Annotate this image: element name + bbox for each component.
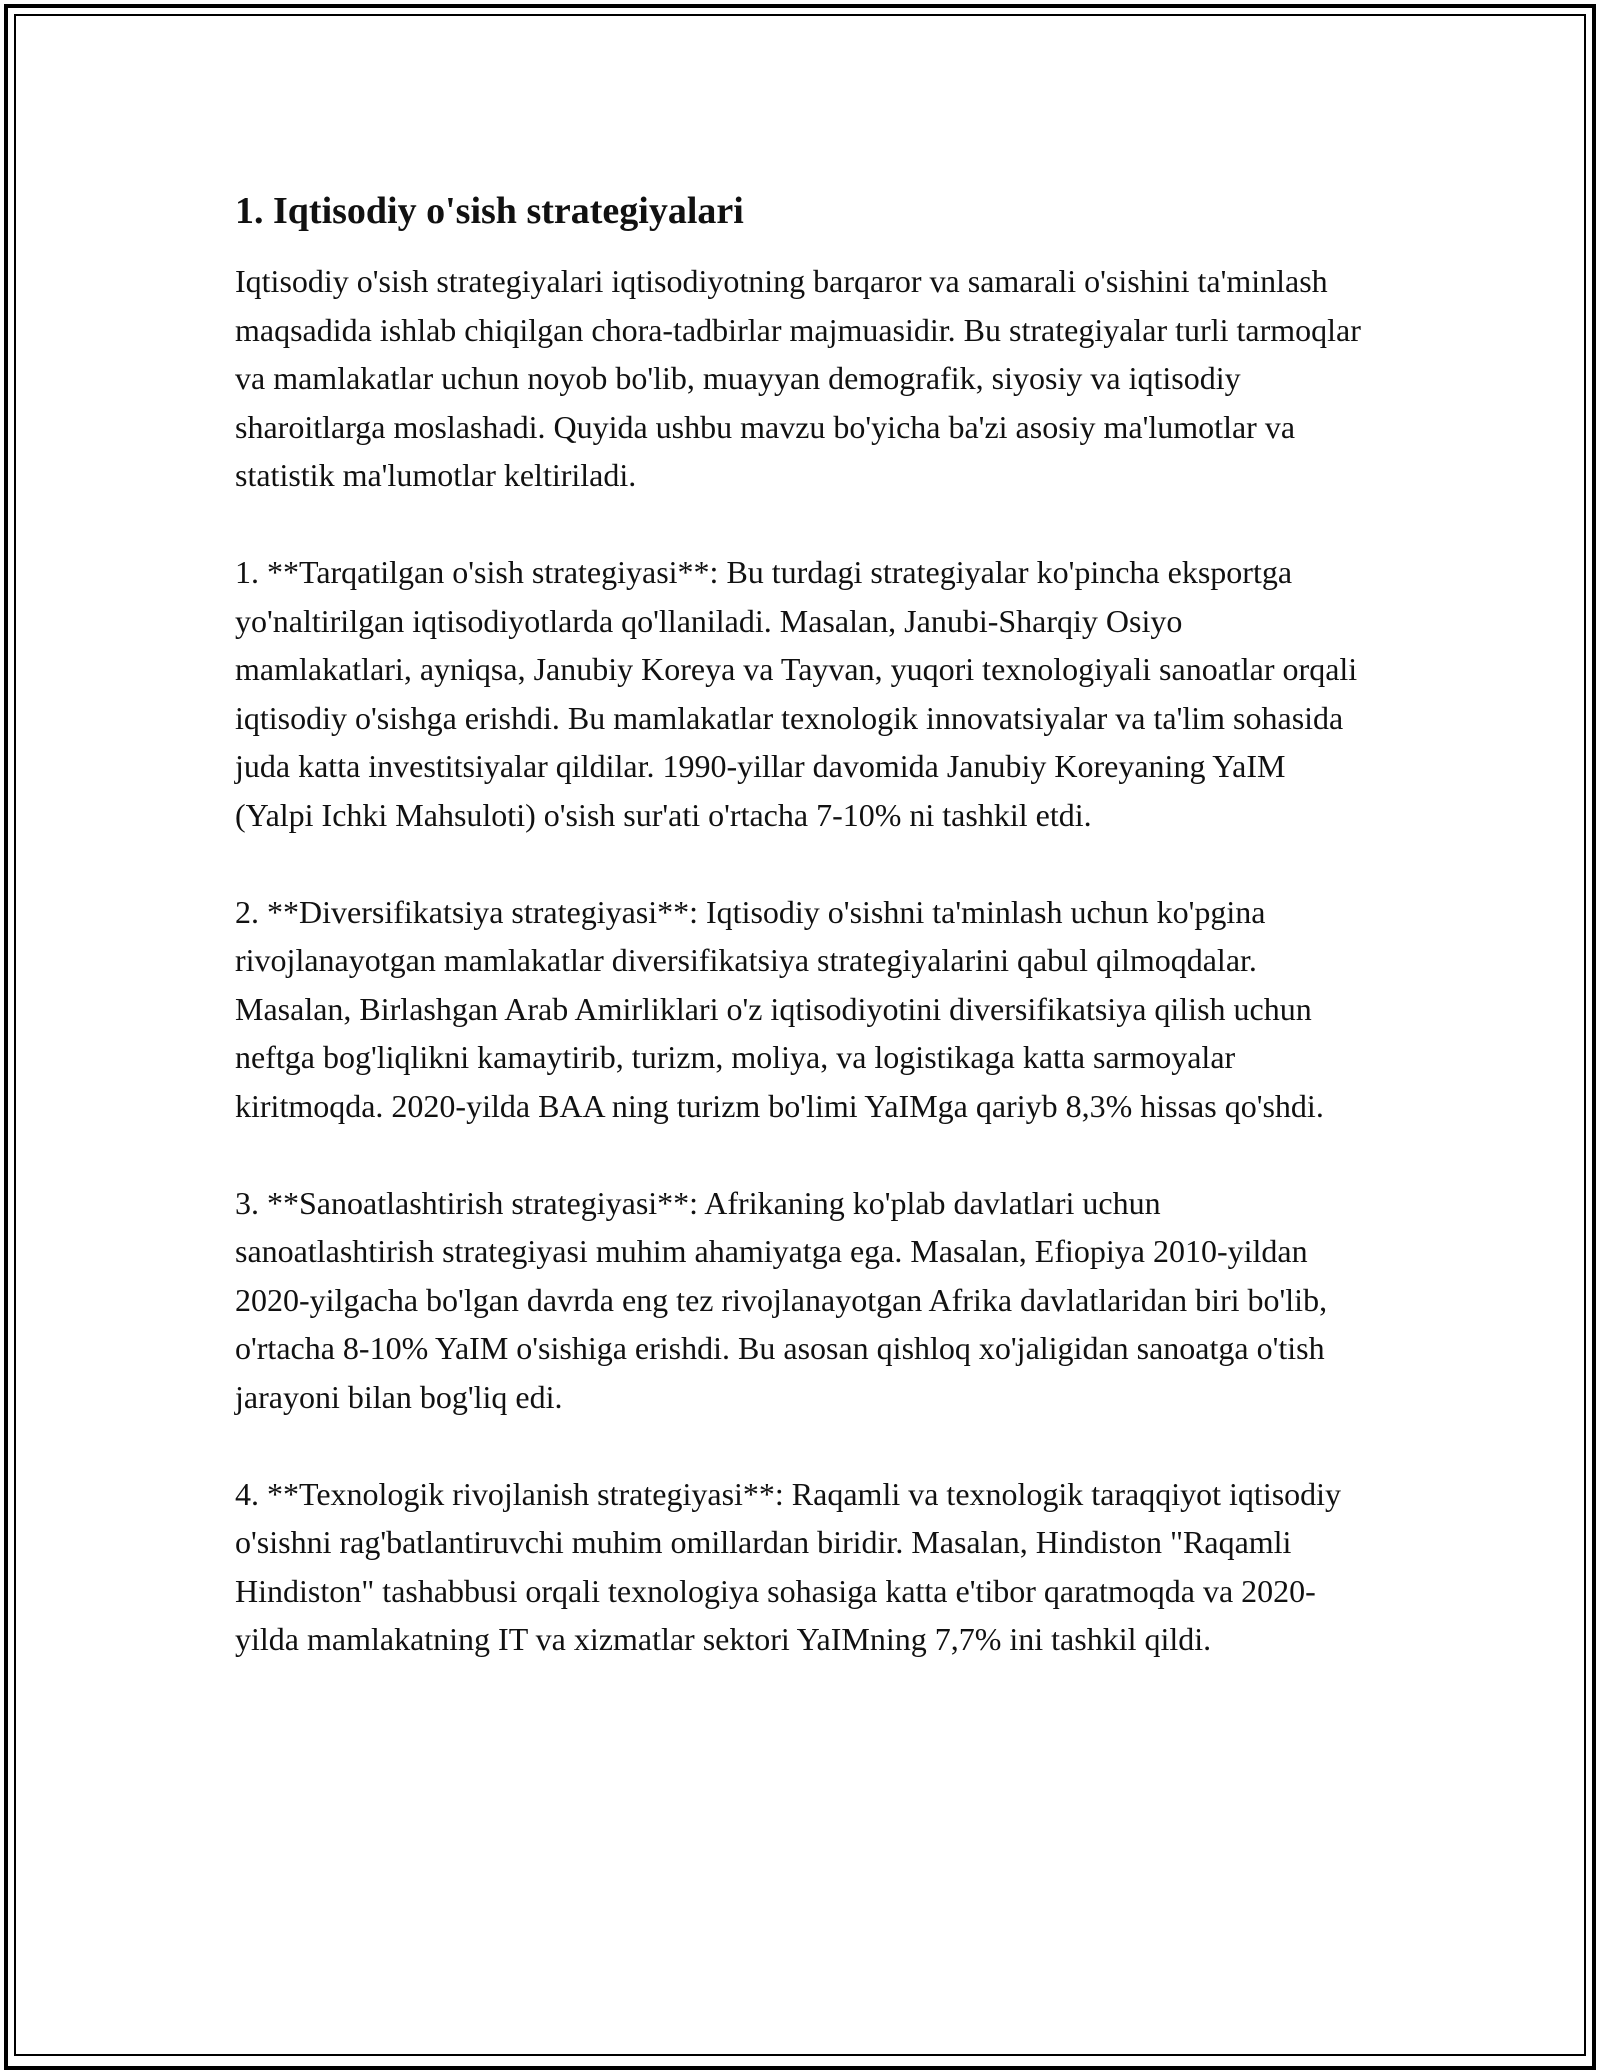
intro-paragraph: Iqtisodiy o'sish strategiyalari iqtisodiyotning barqaror va samarali o'sishini ta'minlash maqsadida ishlab chiqilgan chora-tadbirlar majmuasidir. Bu strategiyalar turli tarmoqlar va mamlakatlar uchun noyob bo'lib, muayyan demografik, siyosiy va iqtisodiy sharoitlarga moslashadi. Quyida ushbu mavzu bo'yicha ba'zi asosiy ma'lumotlar va statistik ma'lumotlar keltiriladi. [235,263,1361,493]
strategy-paragraph-4: 4. **Texnologik rivojlanish strategiyasi**: Raqamli va texnologik taraqqiyot iqtisodiy o'sishni rag'batlantiruvchi muhim omillardan biridir. Masalan, Hindiston "Raqamli Hindiston" tashabbusi orqali texnologiya sohasiga katta e'tibor qaratmoqda va 2020-yilda mamlakatning IT va xizmatlar sektori YaIMning 7,7% ini tashkil qildi. [235,1475,1342,1657]
document-body [235,187,1365,1712]
document-title: 1. Iqtisodiy o'sish strategiyalari [235,190,744,232]
strategy-paragraph-3: 3. **Sanoatlashtirish strategiyasi**: Afrikaning ko'plab davlatlari uchun sanoatlashtirish strategiyasi muhim ahamiyatga ega. Masalan, Efiopiya 2010-yildan 2020-yilgacha bo'lgan davrda eng tez rivojlanayotgan Afrika davlatlaridan biri bo'lib, o'rtacha 8-10% YaIM o'sishiga erishdi. Bu asosan qishloq xo'jaligidan sanoatga o'tish jarayoni bilan bog'liq edi. [235,1184,1328,1415]
strategy-paragraph-2: 2. **Diversifikatsiya strategiyasi**: Iqtisodiy o'sishni ta'minlash uchun ko'pgina rivojlanayotgan mamlakatlar diversifikatsiya strategiyalarini qabul qilmoqdalar. Masalan, Birlashgan Arab Amirliklari o'z iqtisodiyotini diversifikatsiya qilish uchun neftga bog'liqlikni kamaytirib, turizm, moliya, va logistikaga katta sarmoyalar kiritmoqda. 2020-yilda BAA ning turizm bo'limi YaIMga qariyb 8,3% hissas qo'shdi. [235,893,1324,1124]
strategy-paragraph-1: 1. **Tarqatilgan o'sish strategiyasi**: Bu turdagi strategiyalar ko'pincha eksportga yo'naltirilgan iqtisodiyotlarda qo'llaniladi. Masalan, Janubi-Sharqiy Osiyo mamlakatlari, ayniqsa, Janubiy Koreya va Tayvan, yuqori texnologiyali sanoatlar orqali iqtisodiy o'sishga erishdi. Bu mamlakatlar texnologik innovatsiyalar va ta'lim sohasida juda katta investitsiyalar qildilar. 1990-yillar davomida Janubiy Koreyaning YaIM (Yalpi Ichki Mahsuloti) o'sish sur'ati o'rtacha 7-10% ni tashkil etdi. [235,554,1358,833]
